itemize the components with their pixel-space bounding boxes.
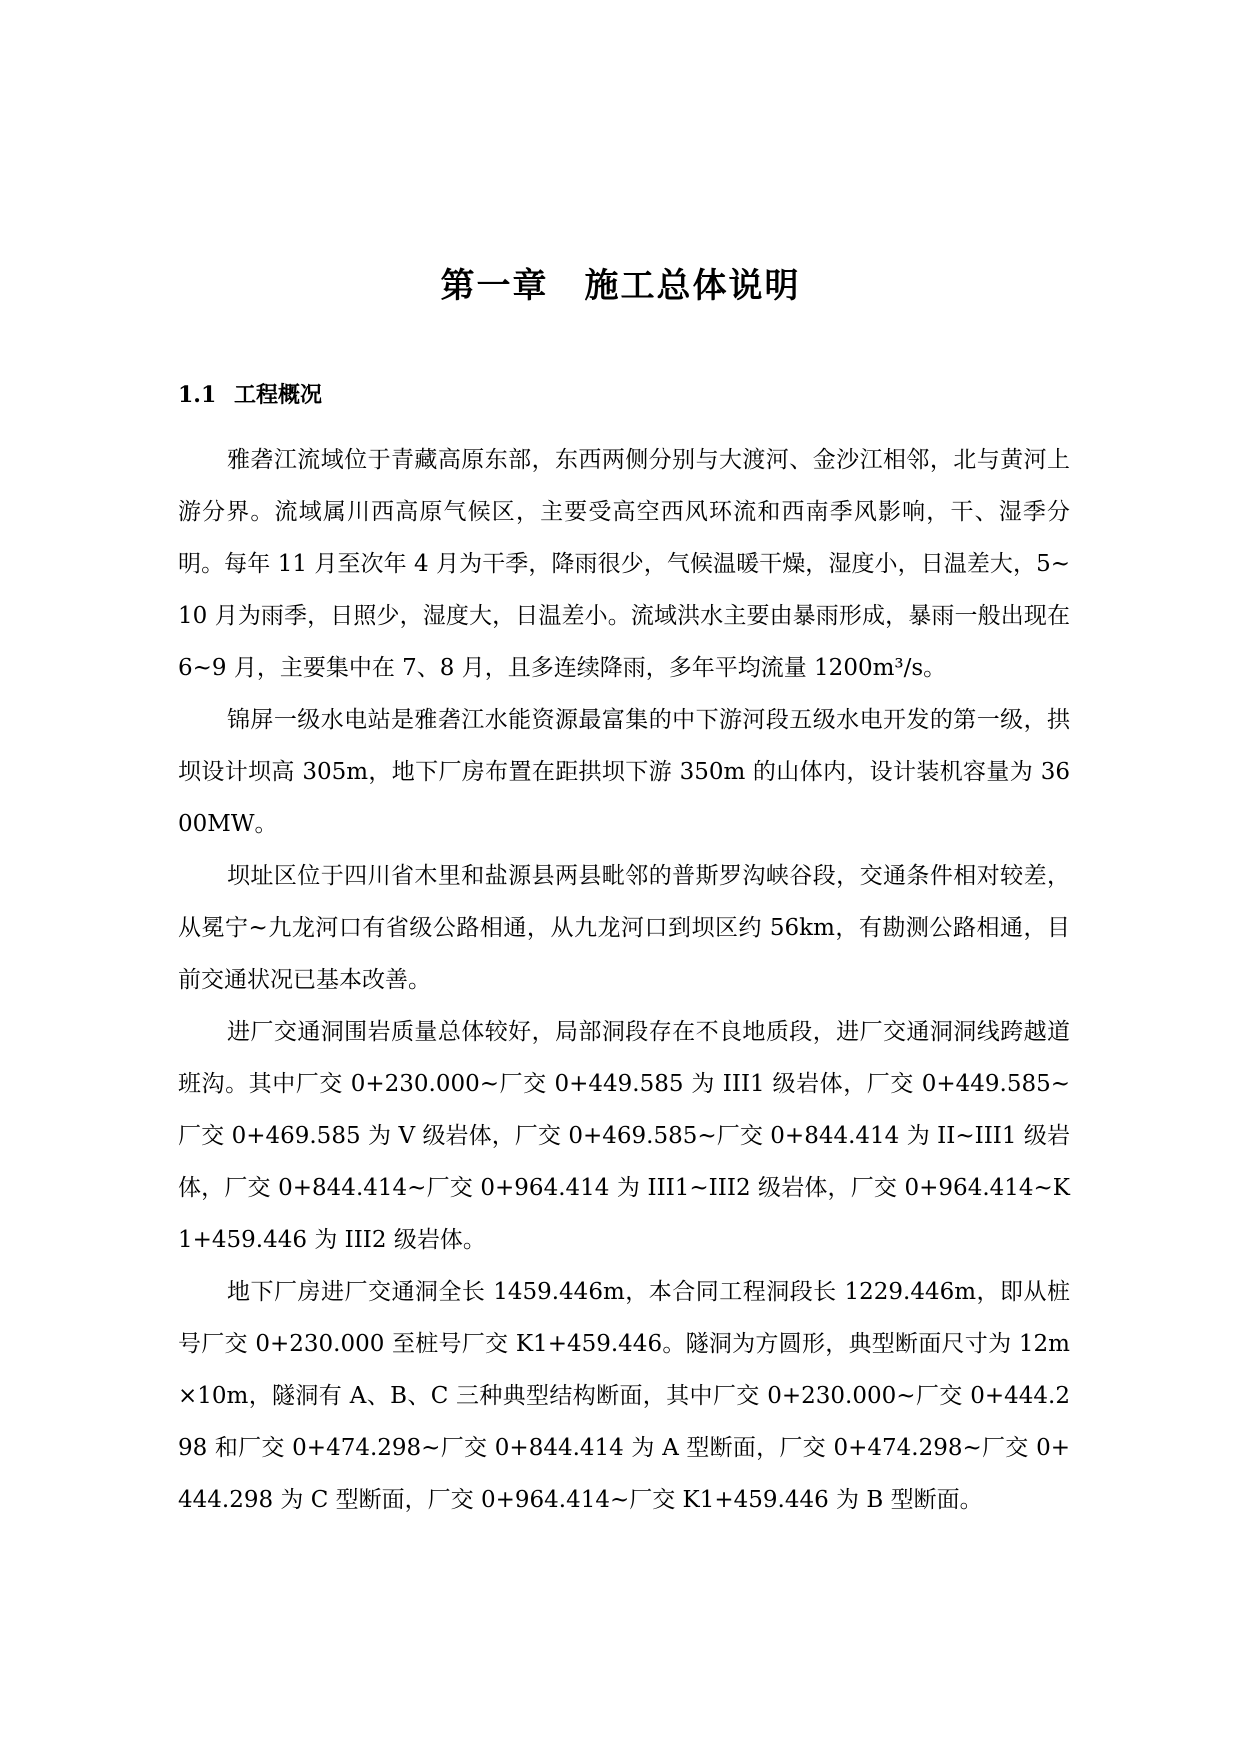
paragraph-geology: 进厂交通洞围岩质量总体较好，局部洞段存在不良地质段，进厂交通洞洞线跨越道班沟。其中厂交 0+230.000~厂交 0+449.585 为 III1 级岩体，厂交 0+449.585~厂交 0+469.585 为 V 级岩体，厂交 0+469.585~厂交 0+844.414 为 II~III1 级岩体，厂交 0+844.414~厂交 0+964.414 为 III1~III2 级岩体，厂交 0+964.414~K1+459.446 为 III2 级岩体。 [178, 1019, 1070, 1253]
paragraph-tunnel: 地下厂房进厂交通洞全长 1459.446m，本合同工程洞段长 1229.446m，即从桩号厂交 0+230.000 至桩号厂交 K1+459.446。隧洞为方圆形，典型断面尺寸为 12m×10m，隧洞有 A、B、C 三种典型结构断面，其中厂交 0+230.000~厂交 0+444.298 和厂交 0+474.298~厂交 0+844.414 为 A 型断面，厂交 0+474.298~厂交 0+444.298 为 C 型断面，厂交 0+964.414~厂交 K1+459.446 为 B 型断面。 [178, 1279, 1070, 1513]
section-number: 1.1 [178, 382, 217, 408]
body-text [178, 434, 1070, 1526]
section-heading [178, 378, 322, 409]
paragraph-station: 锦屏一级水电站是雅砻江水能资源最富集的中下游河段五级水电开发的第一级，拱坝设计坝高 305m，地下厂房布置在距拱坝下游 350m 的山体内，设计装机容量为 3600MW。 [178, 707, 1070, 837]
paragraph-climate: 雅砻江流域位于青藏高原东部，东西两侧分别与大渡河、金沙江相邻，北与黄河上游分界。流域属川西高原气候区，主要受高空西风环流和西南季风影响，干、湿季分明。每年 11 月至次年 4 月为干季，降雨很少，气候温暖干燥，湿度小，日温差大，5~10 月为雨季，日照少，湿度大，日温差小。流域洪水主要由暴雨形成，暴雨一般出现在 6~9 月，主要集中在 7、8 月，且多连续降雨，多年平均流量 1200m³/s。 [178, 447, 1070, 681]
section-title: 工程概况 [234, 382, 323, 408]
paragraph-site-access: 坝址区位于四川省木里和盐源县两县毗邻的普斯罗沟峡谷段，交通条件相对较差，从冕宁~九龙河口有省级公路相通，从九龙河口到坝区约 56km，有勘测公路相通，目前交通状况已基本改善。 [178, 863, 1070, 993]
chapter-title: 第一章 施工总体说明 [440, 266, 801, 306]
